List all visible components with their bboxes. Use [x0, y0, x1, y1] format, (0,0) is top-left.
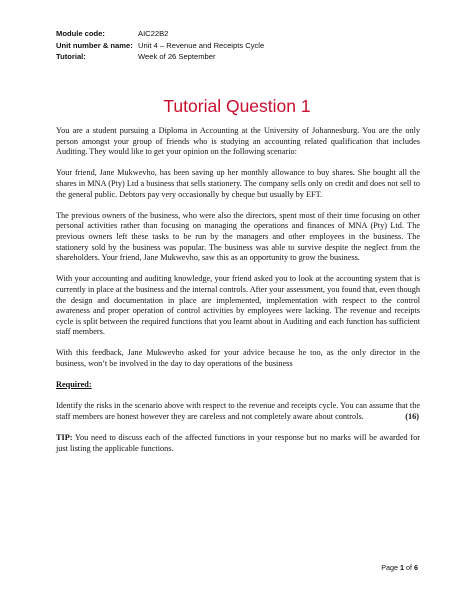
total-pages: 6 — [414, 563, 418, 572]
tutorial-row — [56, 51, 264, 63]
module-code-row — [56, 28, 264, 40]
intro-paragraph: You are a student pursuing a Diploma in Accounting at the University of Johannesburg. You are the only person amongst your group of friends who is studying an accounting related qualification that includes Auditing. They would like to get your opinion on the following scenario: — [56, 126, 420, 157]
document-header — [56, 28, 264, 63]
current-page: 1 — [400, 563, 404, 572]
page-number — [381, 563, 418, 572]
page-word: Page — [381, 563, 400, 572]
document-body — [56, 126, 420, 465]
tutorial-label: Tutorial: — [56, 52, 86, 61]
required-heading: Required: — [56, 380, 92, 390]
required-paragraph — [56, 401, 420, 422]
unit-label: Unit number & name: — [56, 40, 133, 50]
module-code-label: Module code: — [56, 29, 105, 38]
scenario-paragraph-1: Your friend, Jane Mukwevho, has been saving up her monthly allowance to buy shares. She bought all the shares in MNA (Pty) Ltd a business that sells stationery. The company sells only on credit and does not sell to the general public. Debtors pay very occasionally by cheque but usually by EFT. — [56, 168, 420, 199]
unit-value: Unit 4 – Revenue and Receipts Cycle — [138, 40, 265, 50]
tutorial-value: Week of 26 September — [138, 52, 216, 61]
unit-row — [56, 40, 264, 52]
tip-label: TIP: — [56, 433, 73, 443]
page-title: Tutorial Question 1 — [163, 96, 311, 116]
scenario-paragraph-2: The previous owners of the business, who were also the directors, spent most of their time focusing on other personal activities rather than focusing on managing the operations and finances of MNA (Pty) Ltd. The previous owners left these tasks to be run by the managers and other employees in the business. The stationery sold by the business was popular. The business was able to survive despite the neglect from the shareholders. Your friend, Jane Mukwevho, saw this as an opportunity to grow the business. — [56, 210, 420, 263]
marks-label: (16) — [405, 412, 419, 422]
scenario-paragraph-3: With your accounting and auditing knowledge, your friend asked you to look at the accounting system that is currently in place at the business and the internal controls. After your assessment, you found that, even though the design and documentation in place are implemented, implementation with respect to the control awareness and proper operation of control activities by employees were lacking. The revenue and receipts cycle is split between the required functions that you learnt about in Auditing and each function has sufficient staff members. — [56, 274, 420, 337]
tip-text: You need to discuss each of the affected functions in your response but no marks will be awarded for just listing the applicable functions. — [56, 433, 420, 453]
required-text: Identify the risks in the scenario above with respect to the revenue and receipts cycle. You can assume that the staff members are honest however they are careless and not completely aware about controls. — [56, 401, 420, 422]
module-code-value: AIC22B2 — [138, 29, 169, 38]
tip-paragraph — [56, 433, 420, 454]
of-word: of — [404, 563, 414, 572]
scenario-paragraph-4: With this feedback, Jane Mukwevho asked for your advice because he too, as the only director in the business, won’t be involved in the day to day operations of the business — [56, 348, 420, 369]
